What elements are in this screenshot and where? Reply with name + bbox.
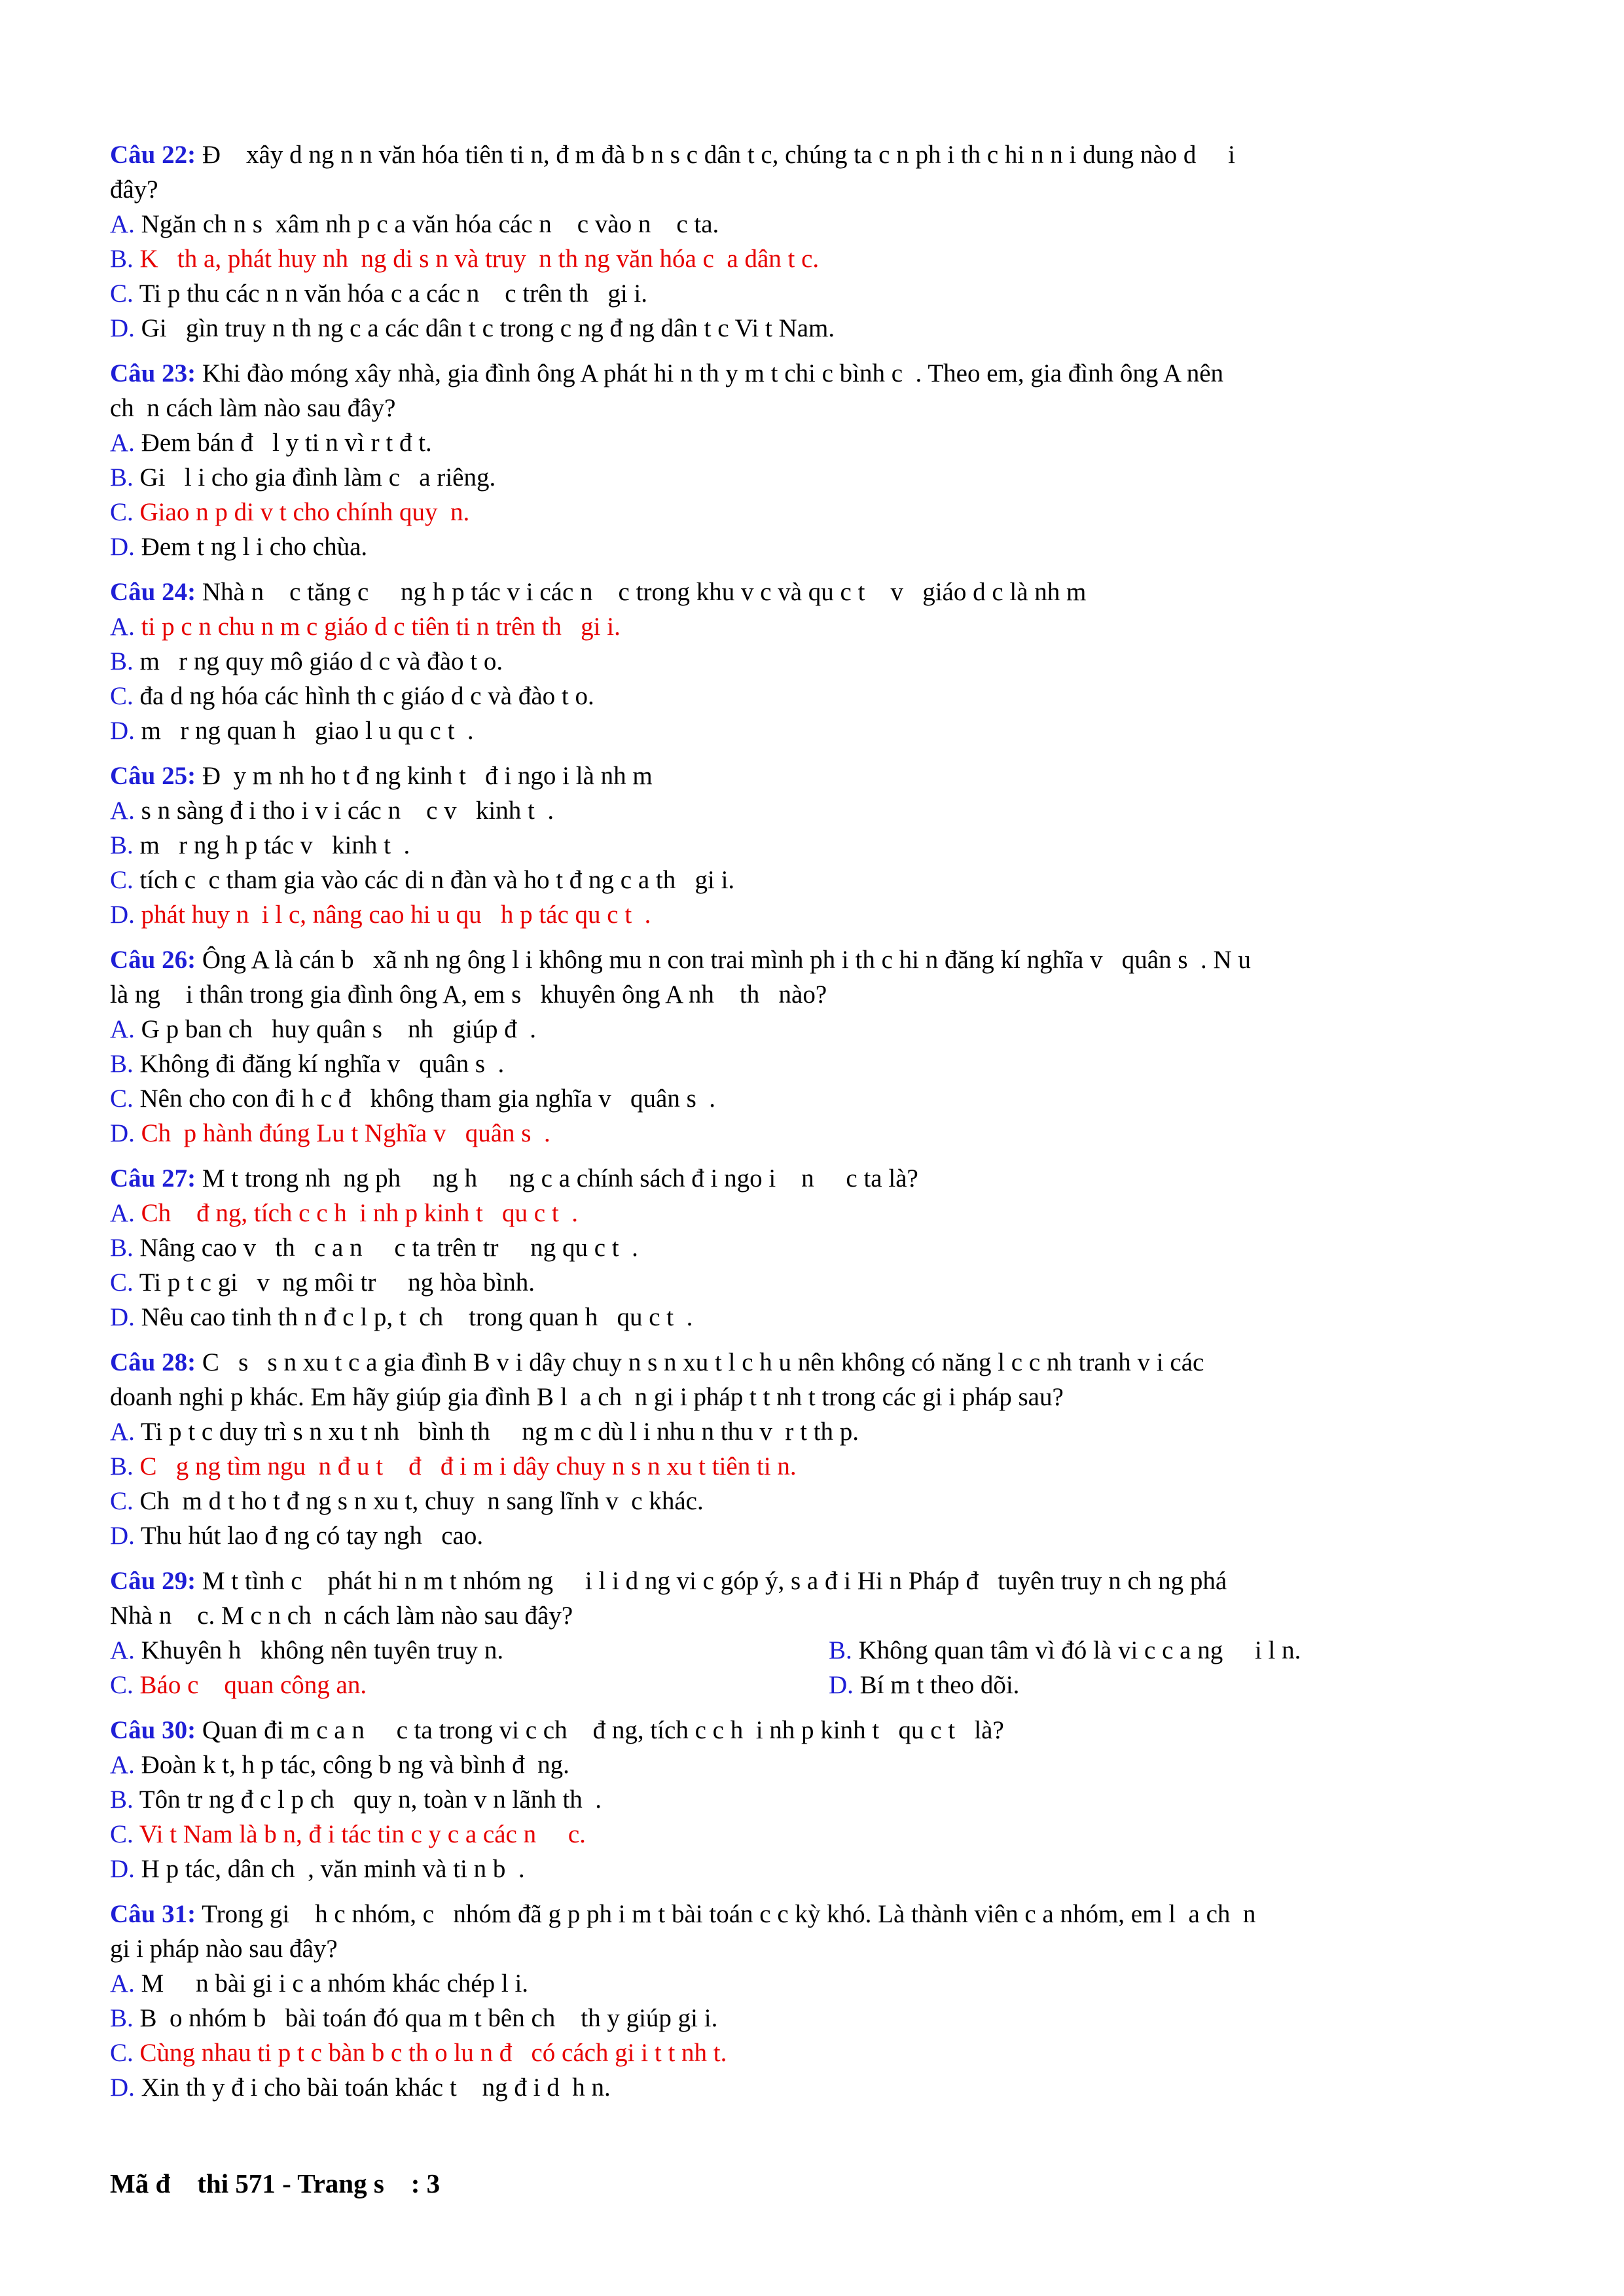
answer-option <box>110 207 1517 242</box>
answer-options <box>110 207 1517 346</box>
option-letter: A. <box>110 1418 135 1446</box>
question-stem <box>110 1897 1517 1931</box>
option-text: Không đi đăng kí nghĩa v quân s . <box>133 1050 505 1078</box>
answer-option-correct <box>110 2036 1517 2070</box>
question-text: M t trong nh ng ph ng h ng c a chính sách đ i ngo i n c ta là? <box>196 1164 918 1193</box>
option-letter: A. <box>110 613 135 641</box>
answer-option <box>110 713 1517 748</box>
option-text: Ch đ ng, tích c c h i nh p kinh t qu c t . <box>134 1199 578 1227</box>
question-text: Khi đào móng xây nhà, gia đình ông A phát hi n th y m t chi c bình c . Theo em, gia đình ông A nên <box>196 359 1224 387</box>
option-letter: C. <box>110 1085 134 1113</box>
option-text: Gi l i cho gia đình làm c a riêng. <box>133 463 496 492</box>
answer-option <box>110 2001 1517 2036</box>
question-stem <box>110 759 1517 793</box>
answer-option <box>110 1782 1517 1817</box>
question-block <box>110 356 1517 564</box>
question-block <box>110 942 1517 1151</box>
question-stem <box>110 391 1517 425</box>
option-letter: B. <box>110 831 134 859</box>
option-text: Nên cho con đi h c đ không tham gia nghĩa v quân s . <box>133 1085 716 1113</box>
option-letter: D. <box>110 2073 135 2102</box>
answer-option <box>110 425 1517 460</box>
option-letter: C. <box>110 1268 134 1297</box>
answer-option <box>110 1966 1517 2001</box>
option-text: Báo c quan công an. <box>133 1671 367 1699</box>
option-letter: A. <box>110 1751 135 1779</box>
option-letter: A. <box>110 1015 135 1043</box>
answer-option <box>110 644 1517 679</box>
question-text: Nhà n c. M c n ch n cách làm nào sau đây? <box>110 1602 573 1630</box>
question-number: Câu 30: <box>110 1716 196 1744</box>
answer-option <box>110 1047 1517 1081</box>
answer-option <box>110 1265 1517 1300</box>
option-letter: C. <box>110 2039 134 2067</box>
option-letter: B. <box>110 245 134 273</box>
option-text: Ti p t c duy trì s n xu t nh bình th ng m c dù l i nhu n thu v r t th p. <box>134 1418 859 1446</box>
answer-option-correct <box>110 1116 1517 1151</box>
answer-options <box>110 1633 1517 1702</box>
option-text: m r ng quan h giao l u qu c t . <box>134 717 474 745</box>
question-text: gi i pháp nào sau đây? <box>110 1935 338 1963</box>
answer-option <box>110 460 1517 495</box>
question-text: ch n cách làm nào sau đây? <box>110 394 396 422</box>
option-text: đa d ng hóa các hình th c giáo d c và đào t o. <box>133 682 594 710</box>
option-text: m r ng h p tác v kinh t . <box>133 831 410 859</box>
option-letter: D. <box>110 533 135 561</box>
answer-option-correct <box>110 1196 1517 1230</box>
option-text: s n sàng đ i tho i v i các n c v kinh t . <box>134 797 554 825</box>
question-number: Câu 31: <box>110 1900 196 1928</box>
question-text: đây? <box>110 175 158 204</box>
option-text: G p ban ch huy quân s nh giúp đ . <box>134 1015 537 1043</box>
question-block <box>110 1345 1517 1553</box>
question-text: Nhà n c tăng c ng h p tác v i các n c trong khu v c và qu c t v giáo d c là nh m <box>196 578 1087 606</box>
option-text: Bí m t theo dõi. <box>853 1671 1020 1699</box>
answer-options <box>110 1748 1517 1886</box>
option-letter: B. <box>110 1785 134 1814</box>
question-block <box>110 1897 1517 2105</box>
answer-option <box>110 311 1517 346</box>
option-letter: D. <box>110 1303 135 1331</box>
question-number: Câu 25: <box>110 762 196 790</box>
question-text: C s s n xu t c a gia đình B v i dây chuy n s n xu t l c h u nên không có năng l c c nh tranh v i các <box>196 1348 1204 1376</box>
option-text: m r ng quy mô giáo d c và đào t o. <box>133 647 503 675</box>
question-block <box>110 137 1517 346</box>
question-stem <box>110 1598 1517 1633</box>
option-letter: C. <box>110 1671 134 1699</box>
option-text: H p tác, dân ch , văn minh và ti n b . <box>134 1855 525 1883</box>
answer-option <box>110 1484 1517 1518</box>
option-text: Khuyên h không nên tuyên truy n. <box>134 1636 504 1664</box>
question-block <box>110 575 1517 748</box>
option-text: tích c c tham gia vào các di n đàn và ho t đ ng c a th gi i. <box>133 866 735 894</box>
question-stem <box>110 1931 1517 1966</box>
option-text: phát huy n i l c, nâng cao hi u qu h p tác qu c t . <box>134 901 651 929</box>
answer-option <box>110 793 1517 828</box>
question-stem <box>110 1345 1517 1380</box>
option-text: Vi t Nam là b n, đ i tác tin c y c a các n c. <box>133 1820 586 1848</box>
answer-option-correct <box>110 1449 1517 1484</box>
question-text: là ng i thân trong gia đình ông A, em s khuyên ông A nh th nào? <box>110 980 827 1009</box>
question-number: Câu 26: <box>110 946 196 974</box>
question-number: Câu 28: <box>110 1348 196 1376</box>
question-text: Ông A là cán b xã nh ng ông l i không mu n con trai mình ph i th c hi n đăng kí nghĩa v quân s . N u <box>196 946 1251 974</box>
option-text: Gi gìn truy n th ng c a các dân t c trong c ng đ ng dân t c Vi t Nam. <box>134 314 835 342</box>
option-letter: A. <box>110 797 135 825</box>
answer-option <box>110 1081 1517 1116</box>
answer-options <box>110 1012 1517 1151</box>
option-text: K th a, phát huy nh ng di s n và truy n th ng văn hóa c a dân t c. <box>133 245 820 273</box>
answer-options <box>110 609 1517 748</box>
option-text: Cùng nhau ti p t c bàn b c th o lu n đ có cách gi i t t nh t. <box>133 2039 727 2067</box>
answer-option <box>110 529 1517 564</box>
option-letter: B. <box>110 463 134 492</box>
option-letter: B. <box>110 1050 134 1078</box>
option-letter: A. <box>110 1969 135 1998</box>
question-block <box>110 1161 1517 1335</box>
question-stem <box>110 1161 1517 1196</box>
question-number: Câu 29: <box>110 1567 196 1595</box>
option-letter: A. <box>110 429 135 457</box>
option-text: Ngăn ch n s xâm nh p c a văn hóa các n c vào n c ta. <box>134 210 719 238</box>
question-text: Đ y m nh ho t đ ng kinh t đ i ngo i là nh m <box>196 762 653 790</box>
answer-option <box>829 1633 1517 1668</box>
option-letter: B. <box>110 2004 134 2032</box>
option-text: Không quan tâm vì đó là vi c c a ng i l n. <box>852 1636 1301 1664</box>
option-text: Ti p thu các n n văn hóa c a các n c trên th gi i. <box>133 279 647 308</box>
question-number: Câu 27: <box>110 1164 196 1193</box>
option-text: Ch p hành đúng Lu t Nghĩa v quân s . <box>134 1119 550 1147</box>
question-stem <box>110 1713 1517 1748</box>
question-number: Câu 22: <box>110 141 196 169</box>
answer-option <box>110 828 1517 863</box>
answer-option <box>110 1633 829 1668</box>
option-text: Thu hút lao đ ng có tay ngh cao. <box>134 1522 484 1550</box>
question-block <box>110 759 1517 932</box>
answer-options <box>110 793 1517 932</box>
option-letter: C. <box>110 1487 134 1515</box>
answer-option <box>110 2070 1517 2105</box>
question-stem <box>110 1380 1517 1414</box>
answer-option <box>110 1230 1517 1265</box>
option-letter: D. <box>829 1671 854 1699</box>
option-text: Đoàn k t, h p tác, công b ng và bình đ ng. <box>134 1751 569 1779</box>
option-text: ti p c n chu n m c giáo d c tiên ti n trên th gi i. <box>134 613 621 641</box>
option-text: Giao n p di v t cho chính quy n. <box>133 498 470 526</box>
question-number: Câu 24: <box>110 578 196 606</box>
question-list <box>110 137 1517 2115</box>
option-letter: D. <box>110 717 135 745</box>
option-letter: A. <box>110 1636 135 1664</box>
answer-option <box>110 863 1517 897</box>
option-letter: C. <box>110 279 134 308</box>
option-letter: B. <box>110 1234 134 1262</box>
page-footer: Mã đ thi 571 - Trang s : 3 <box>110 2168 441 2198</box>
answer-option-correct <box>110 897 1517 932</box>
option-letter: A. <box>110 1199 135 1227</box>
option-text: Ti p t c gi v ng môi tr ng hòa bình. <box>133 1268 535 1297</box>
question-text: Đ xây d ng n n văn hóa tiên ti n, đ m đà b n s c dân t c, chúng ta c n ph i th c hi n n i dung nào d i <box>196 141 1235 169</box>
option-letter: B. <box>110 1452 134 1480</box>
question-stem <box>110 1564 1517 1598</box>
option-letter: A. <box>110 210 135 238</box>
option-letter: C. <box>110 498 134 526</box>
answer-option <box>110 1518 1517 1553</box>
question-text: M t tình c phát hi n m t nhóm ng i l i d ng vi c góp ý, s a đ i Hi n Pháp đ tuyên truy n ch ng phá <box>196 1567 1227 1595</box>
option-text: C g ng tìm ngu n đ u t đ đ i m i dây chuy n s n xu t tiên ti n. <box>133 1452 797 1480</box>
option-text: Tôn tr ng đ c l p ch quy n, toàn v n lãnh th . <box>133 1785 602 1814</box>
option-text: Ch m d t ho t đ ng s n xu t, chuy n sang lĩnh v c khác. <box>133 1487 704 1515</box>
option-letter: D. <box>110 1855 135 1883</box>
answer-options <box>110 1966 1517 2105</box>
answer-option-correct <box>110 495 1517 529</box>
question-stem <box>110 356 1517 391</box>
answer-options <box>110 1414 1517 1553</box>
answer-options <box>110 425 1517 564</box>
option-text: Nâng cao v th c a n c ta trên tr ng qu c t . <box>133 1234 638 1262</box>
question-stem <box>110 575 1517 609</box>
answer-option <box>110 1748 1517 1782</box>
question-number: Câu 23: <box>110 359 196 387</box>
question-stem <box>110 137 1517 172</box>
option-letter: C. <box>110 866 134 894</box>
question-stem <box>110 172 1517 207</box>
option-text: B o nhóm b bài toán đó qua m t bên ch th y giúp gi i. <box>133 2004 718 2032</box>
answer-option <box>110 1300 1517 1335</box>
answer-options <box>110 1196 1517 1335</box>
option-letter: D. <box>110 901 135 929</box>
answer-option <box>829 1668 1517 1702</box>
answer-option-correct <box>110 1668 829 1702</box>
option-text: Nêu cao tinh th n đ c l p, t ch trong quan h qu c t . <box>134 1303 693 1331</box>
question-text: Quan đi m c a n c ta trong vi c ch đ ng, tích c c h i nh p kinh t qu c t là? <box>196 1716 1004 1744</box>
answer-option <box>110 679 1517 713</box>
question-text: doanh nghi p khác. Em hãy giúp gia đình B l a ch n gi i pháp t t nh t trong các gi i pháp sau? <box>110 1383 1064 1411</box>
option-text: Đem bán đ l y ti n vì r t đ t. <box>134 429 432 457</box>
answer-option-correct <box>110 1817 1517 1852</box>
option-text: Đem t ng l i cho chùa. <box>134 533 368 561</box>
option-letter: C. <box>110 1820 134 1848</box>
option-letter: D. <box>110 1522 135 1550</box>
question-stem <box>110 977 1517 1012</box>
answer-option <box>110 276 1517 311</box>
option-letter: D. <box>110 1119 135 1147</box>
option-letter: B. <box>110 647 134 675</box>
option-text: Xin th y đ i cho bài toán khác t ng đ i d h n. <box>134 2073 611 2102</box>
answer-option <box>110 1012 1517 1047</box>
question-block <box>110 1564 1517 1702</box>
question-stem <box>110 942 1517 977</box>
answer-option-correct <box>110 609 1517 644</box>
question-text: Trong gi h c nhóm, c nhóm đã g p ph i m t bài toán c c kỳ khó. Là thành viên c a nhóm, em l a ch n <box>196 1900 1256 1928</box>
option-text: M n bài gi i c a nhóm khác chép l i. <box>134 1969 529 1998</box>
answer-option <box>110 1414 1517 1449</box>
answer-option <box>110 1852 1517 1886</box>
option-letter: B. <box>829 1636 852 1664</box>
answer-option-correct <box>110 242 1517 276</box>
question-block <box>110 1713 1517 1886</box>
option-letter: C. <box>110 682 134 710</box>
option-letter: D. <box>110 314 135 342</box>
